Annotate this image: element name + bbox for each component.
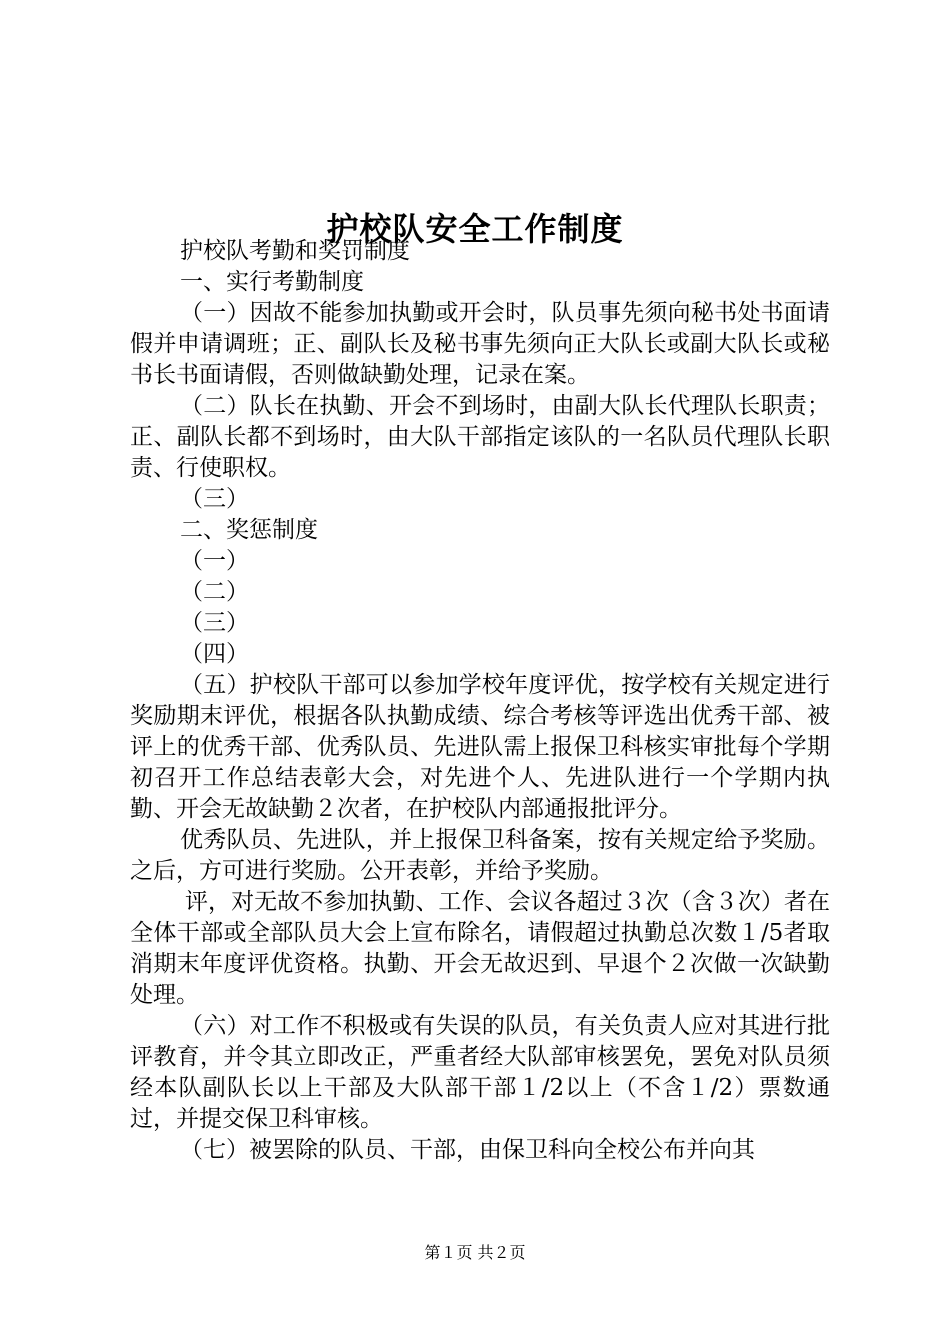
document-title: 护校队安全工作制度 [326, 210, 624, 249]
paragraph: （六）对工作不积极或有失误的队员，有关负责人应对其进行批评教育，并令其立即改正，严重者经大队部审核罢免，罢免对队员须经本队副队长以上干部及大队部干部１/2以上（不含１/2）票数通过，并提交保卫科审核。 [130, 1013, 830, 1132]
paragraph: （二）队长在执勤、开会不到场时，由副大队长代理队长职责；正、副队长都不到场时，由大队干部指定该队的一名队员代理队长职责、行使职权。 [130, 393, 830, 481]
paragraph: （七）被罢除的队员、干部，由保卫科向全校公布并向其 [180, 1137, 755, 1163]
paragraph: （一）因故不能参加执勤或开会时，队员事先须向秘书处书面请假并申请调班；正、副队长及秘书事先须向正大队长或副大队长或秘书长书面请假，否则做缺勤处理，记录在案。 [130, 300, 830, 388]
paragraph: （一） [180, 548, 249, 574]
section-heading: 二、奖惩制度 [180, 517, 318, 543]
paragraph: 优秀队员、先进队，并上报保卫科备案，按有关规定给予奖励。之后，方可进行奖励。公开表彰，并给予奖励。 [130, 827, 830, 884]
paragraph: （三） [180, 610, 249, 636]
document-body [130, 236, 830, 1166]
paragraph: （三） [180, 486, 249, 512]
paragraph: （二） [180, 579, 249, 605]
section-heading: 护校队考勤和奖罚制度 [180, 238, 410, 264]
section-heading: 一、实行考勤制度 [180, 269, 364, 295]
paragraph: （五）护校队干部可以参加学校年度评优，按学校有关规定进行奖励期末评优，根据各队执勤成绩、综合考核等评选出优秀干部、被评上的优秀干部、优秀队员、先进队需上报保卫科核实审批每个学期初召开工作总结表彰大会，对先进个人、先进队进行一个学期内执勤、开会无故缺勤２次者，在护校队内部通报批评分。 [130, 672, 830, 822]
paragraph: （四） [180, 641, 249, 667]
paragraph: 评，对无故不参加执勤、工作、会议各超过３次（含３次）者在全体干部或全部队员大会上宣布除名，请假超过执勤总次数１/5者取消期末年度评优资格。执勤、开会无故迟到、早退个２次做一次缺勤处理。 [130, 889, 830, 1008]
page-number-footer: 第１页 共２页 [424, 1243, 526, 1262]
